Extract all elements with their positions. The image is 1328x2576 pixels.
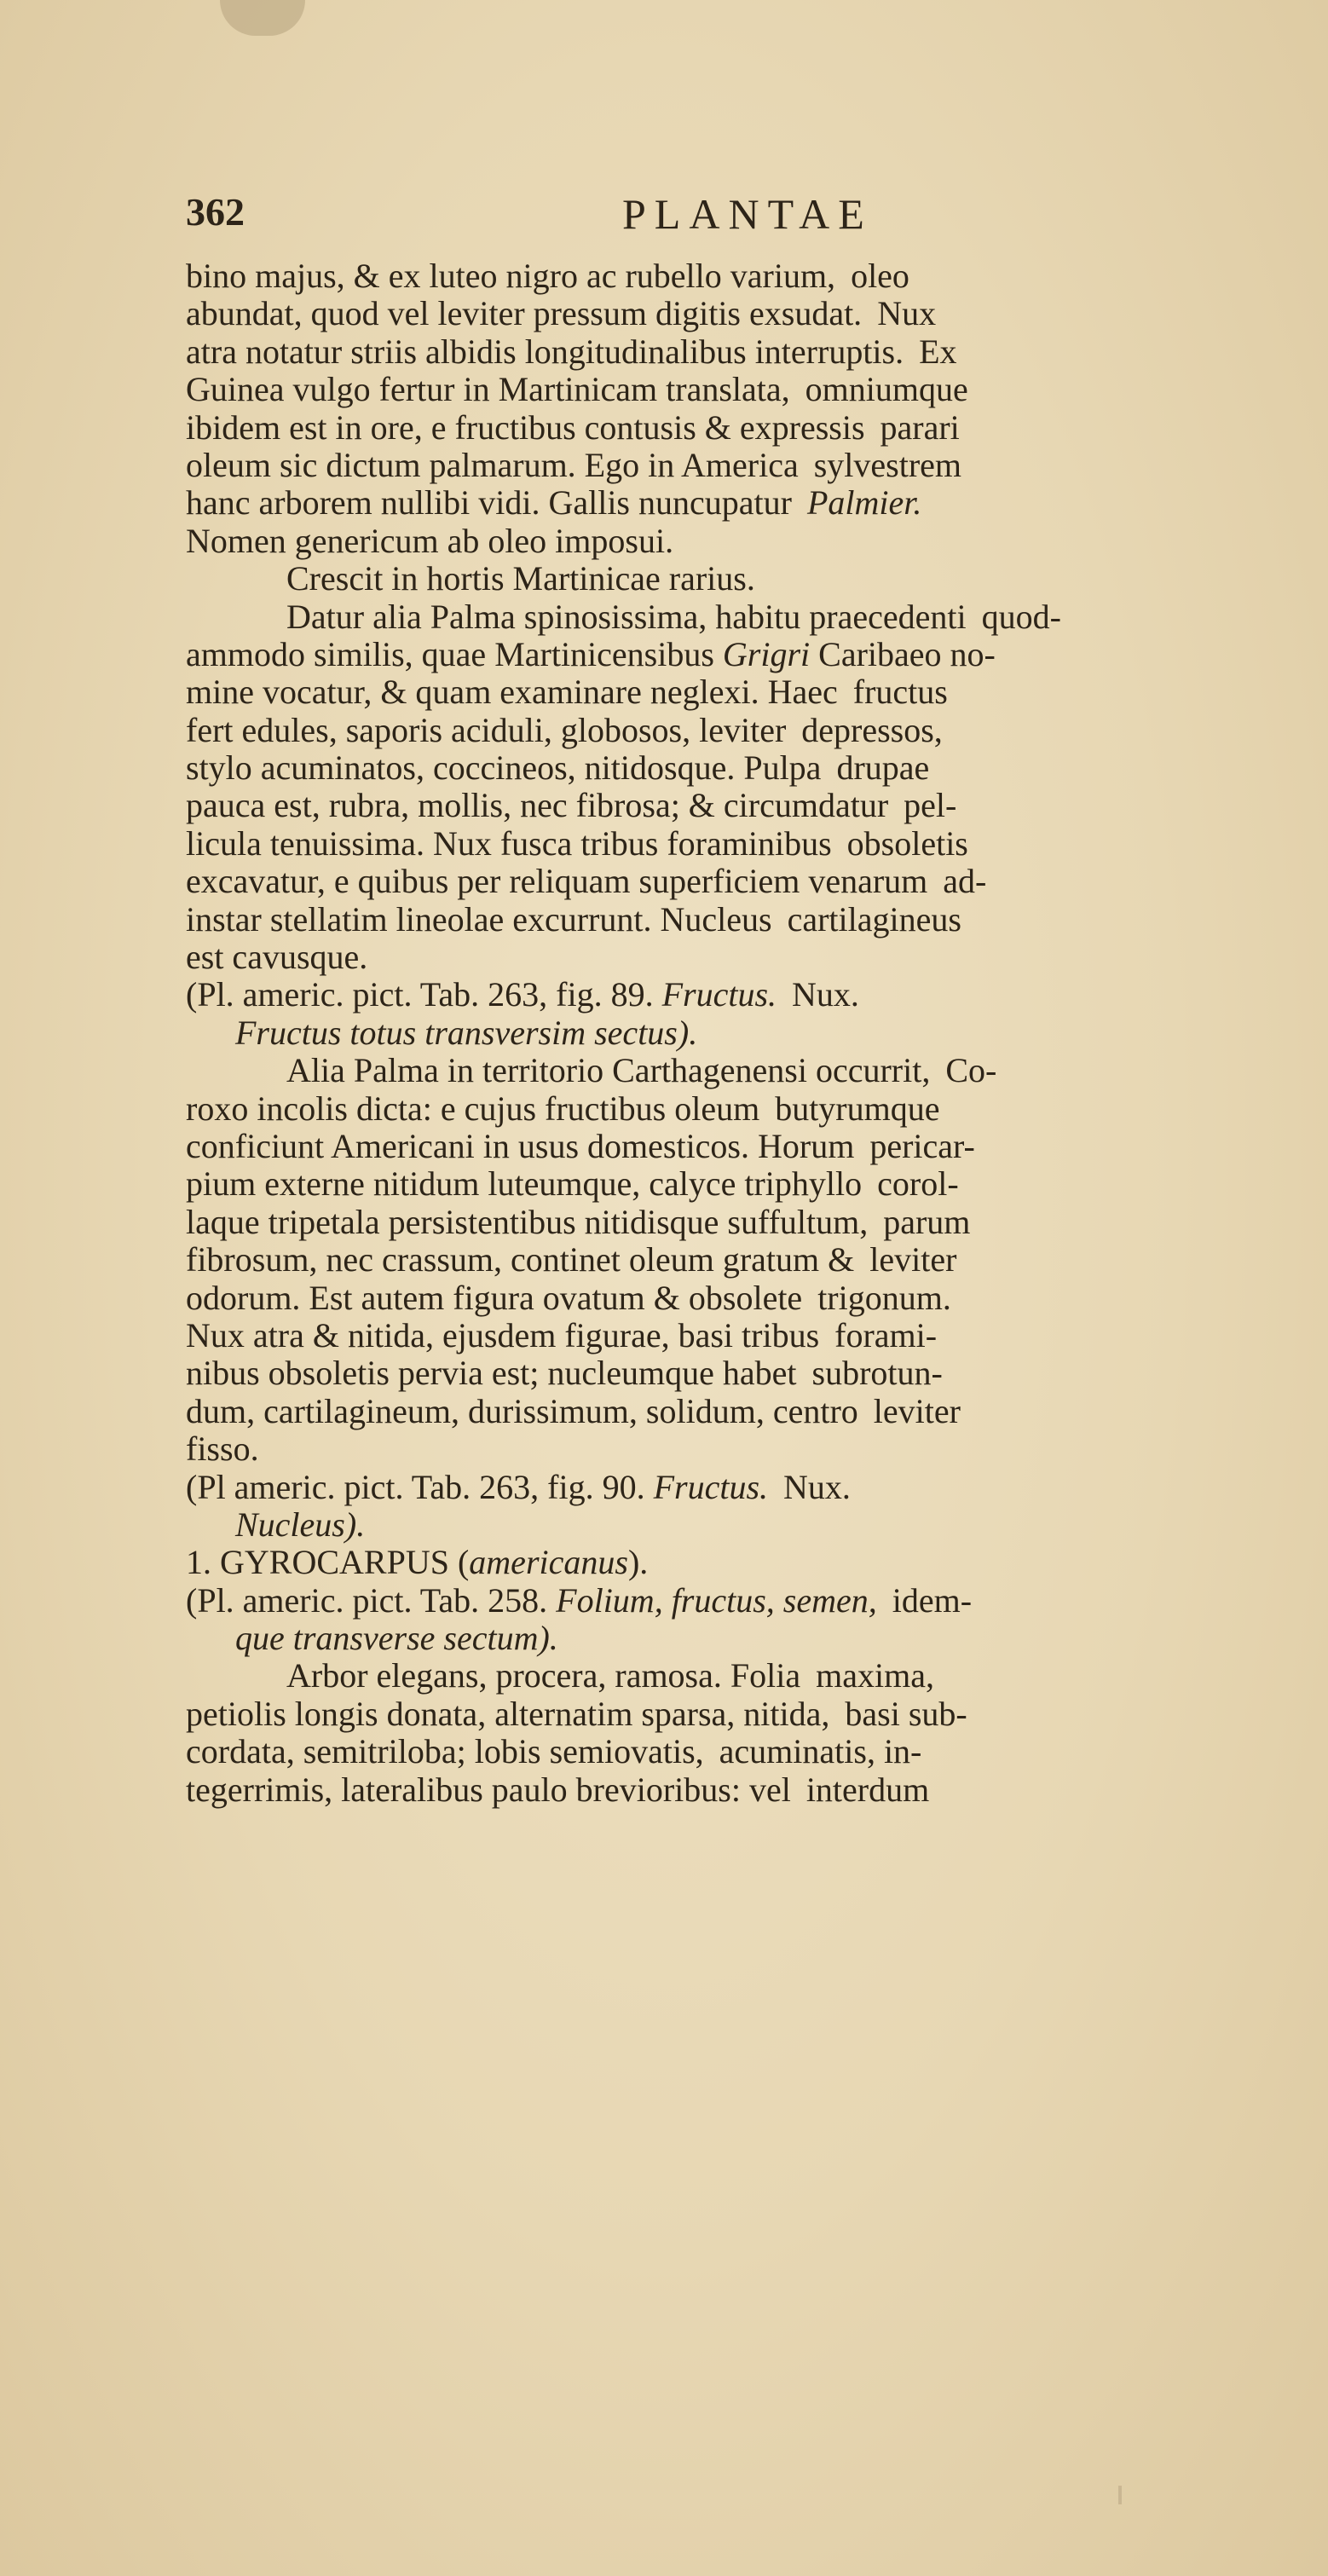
line-end-word: Nux. <box>792 975 859 1014</box>
line-text: dum, cartilagineum, durissimum, solidum, centro <box>186 1391 867 1430</box>
text-line <box>186 787 1251 824</box>
line-end-word: trigonum. <box>817 1278 951 1317</box>
line-text-after <box>877 1581 886 1620</box>
line-end-word: acuminatis, in- <box>719 1732 922 1771</box>
line-end-word: leviter <box>873 1391 961 1430</box>
text-line <box>186 673 1251 711</box>
line-text: Nomen genericum ab oleo imposui. <box>186 521 674 560</box>
line-end-word: basi sub- <box>845 1694 967 1733</box>
text-line <box>186 1506 1251 1544</box>
line-text: ammodo similis, quae Martinicensibus <box>186 634 723 673</box>
line-text: (Pl. americ. pict. Tab. 258. <box>186 1580 557 1620</box>
text-line <box>186 1657 1251 1695</box>
text-line <box>186 1430 1251 1468</box>
text-line <box>186 1544 1251 1581</box>
line-end-word: corol- <box>877 1164 959 1204</box>
line-text: Datur alia Palma spinosissima, habitu praecedenti <box>286 597 975 636</box>
line-text-after <box>777 975 785 1014</box>
line-end-word: pel- <box>904 786 957 825</box>
text-line <box>186 901 1251 939</box>
page-number: 362 <box>186 190 245 234</box>
line-text: pauca est, rubra, mollis, nec fibrosa; & circumdatur <box>186 786 898 825</box>
line-end-word: parum <box>883 1202 971 1241</box>
line-text: odorum. Est autem figura ovatum & obsolete <box>186 1278 811 1317</box>
line-end-word: omniumque <box>805 370 968 409</box>
line-text: Alia Palma in territorio Carthagenensi occurrit, <box>286 1051 939 1090</box>
italic-text: Fructus. <box>661 975 777 1014</box>
line-text: oleum sic dictum palmarum. Ego in America <box>186 445 807 484</box>
text-line <box>186 825 1251 863</box>
text-line <box>186 333 1251 371</box>
text-line <box>186 523 1251 560</box>
line-end-word: Ex <box>919 332 957 371</box>
text-line <box>186 1241 1251 1279</box>
line-text-after: ). <box>627 1543 649 1582</box>
text-line <box>186 409 1251 447</box>
line-end-word: maxima, <box>816 1656 934 1695</box>
line-text: (Pl americ. pict. Tab. 263, fig. 90. <box>186 1467 654 1506</box>
line-end-word: cartilagineus <box>787 899 961 939</box>
text-line <box>186 484 1251 522</box>
line-text: hanc arborem nullibi vidi. Gallis nuncupatur <box>186 483 800 523</box>
text-line <box>186 1279 1251 1317</box>
text-line <box>186 560 1251 598</box>
text-line <box>186 1695 1251 1733</box>
line-text: cordata, semitriloba; lobis semiovatis, <box>186 1732 713 1771</box>
line-text-after: Caribaeo no- <box>810 634 996 673</box>
text-line <box>186 1204 1251 1241</box>
line-text: 1. GYROCARPUS ( <box>186 1543 470 1582</box>
line-end-word: Palmier. <box>806 483 922 523</box>
line-text: conficiunt Americani in usus domesticos. Horum <box>186 1126 863 1165</box>
line-end-word: Nux. <box>783 1467 851 1506</box>
line-text: Nux atra & nitida, ejusdem figurae, basi tribus <box>186 1315 829 1354</box>
line-end-word: depressos, <box>801 710 943 749</box>
line-end-word: butyrumque <box>775 1089 940 1128</box>
line-text: Fructus totus transversim sectus). <box>235 1013 698 1052</box>
text-line <box>186 1469 1251 1506</box>
text-line <box>186 371 1251 408</box>
text-line <box>186 1165 1251 1203</box>
line-text: fisso. <box>186 1430 259 1469</box>
line-text: roxo incolis dicta: e cujus fructibus oleum <box>186 1089 769 1128</box>
text-line <box>186 1317 1251 1354</box>
ink-mark <box>1118 2486 1122 2504</box>
line-end-word: sylvestrem <box>813 445 962 484</box>
text-line <box>186 976 1251 1014</box>
running-head: PLANTAE <box>622 190 873 238</box>
line-end-word: idem- <box>892 1580 973 1620</box>
text-line <box>186 1771 1251 1809</box>
line-text: instar stellatim lineolae excurrunt. Nucleus <box>186 899 781 939</box>
line-end-word: forami- <box>834 1315 938 1354</box>
text-line <box>186 1128 1251 1165</box>
line-text: stylo acuminatos, coccineos, nitidosque. Pulpa <box>186 748 830 788</box>
line-text: petiolis longis donata, alternatim sparsa, nitida, <box>186 1694 839 1733</box>
italic-text: Grigri <box>722 634 811 673</box>
line-text: mine vocatur, & quam examinare neglexi. Haec <box>186 673 846 712</box>
line-text: fert edules, saporis aciduli, globosos, leviter <box>186 710 795 749</box>
line-text: laque tripetala persistentibus nitidisque suffultum, <box>186 1202 877 1241</box>
line-end-word: Co- <box>945 1051 997 1090</box>
line-text: Nucleus). <box>235 1505 366 1544</box>
italic-text: Folium, fructus, semen, <box>556 1580 877 1620</box>
italic-text: americanus <box>469 1543 628 1582</box>
paper-stain <box>220 0 305 36</box>
line-end-word: obsoletis <box>846 823 968 863</box>
text-line <box>186 712 1251 749</box>
page-header <box>186 189 1328 249</box>
text-line <box>186 749 1251 787</box>
line-text: que transverse sectum). <box>235 1619 558 1658</box>
text-line <box>186 598 1251 636</box>
line-end-word: quod- <box>981 597 1061 636</box>
line-end-word: parari <box>880 407 960 447</box>
line-text: fibrosum, nec crassum, continet oleum gratum & <box>186 1240 863 1279</box>
text-line <box>186 295 1251 332</box>
line-end-word: Nux <box>877 294 937 333</box>
italic-text: Fructus. <box>653 1467 769 1506</box>
line-text: abundat, quod vel leviter pressum digitis exsudat. <box>186 294 871 333</box>
text-line <box>186 1354 1251 1392</box>
line-text: tegerrimis, lateralibus paulo brevioribus: vel <box>186 1770 800 1809</box>
line-text: licula tenuissima. Nux fusca tribus foraminibus <box>186 823 840 863</box>
line-end-word: ad- <box>943 862 987 901</box>
text-line <box>186 1090 1251 1128</box>
line-text: est cavusque. <box>186 938 368 977</box>
body-text <box>186 257 1251 1809</box>
text-line <box>186 1620 1251 1657</box>
text-line <box>186 636 1251 673</box>
line-text: Crescit in hortis Martinicae rarius. <box>286 559 755 598</box>
line-end-word: oleo <box>851 257 909 295</box>
line-end-word: subrotun- <box>811 1354 943 1393</box>
line-end-word: interdum <box>805 1770 930 1809</box>
line-end-word: drupae <box>836 748 930 788</box>
text-line <box>186 1733 1251 1770</box>
text-line <box>186 1582 1251 1620</box>
text-line <box>186 1393 1251 1430</box>
line-text: atra notatur striis albidis longitudinalibus interruptis. <box>186 332 913 371</box>
text-line <box>186 863 1251 900</box>
line-text: Arbor elegans, procera, ramosa. Folia <box>286 1656 810 1695</box>
line-end-word: leviter <box>869 1240 957 1279</box>
text-line <box>186 1052 1251 1089</box>
line-text: nibus obsoletis pervia est; nucleumque habet <box>186 1354 805 1393</box>
text-line <box>186 1014 1251 1052</box>
text-line <box>186 447 1251 484</box>
line-end-word: pericar- <box>869 1126 975 1165</box>
text-line <box>186 257 1251 295</box>
line-text-after <box>768 1468 777 1506</box>
line-end-word: fructus <box>852 673 948 712</box>
line-text: (Pl. americ. pict. Tab. 263, fig. 89. <box>186 975 662 1014</box>
line-text: excavatur, e quibus per reliquam superficiem venarum <box>186 862 937 901</box>
line-text: Guinea vulgo fertur in Martinicam translata, <box>186 370 799 409</box>
line-text: bino majus, & ex luteo nigro ac rubello varium, <box>186 257 845 295</box>
text-line <box>186 939 1251 976</box>
line-text: ibidem est in ore, e fructibus contusis & expressis <box>186 407 874 447</box>
line-text: pium externe nitidum luteumque, calyce triphyllo <box>186 1164 871 1204</box>
